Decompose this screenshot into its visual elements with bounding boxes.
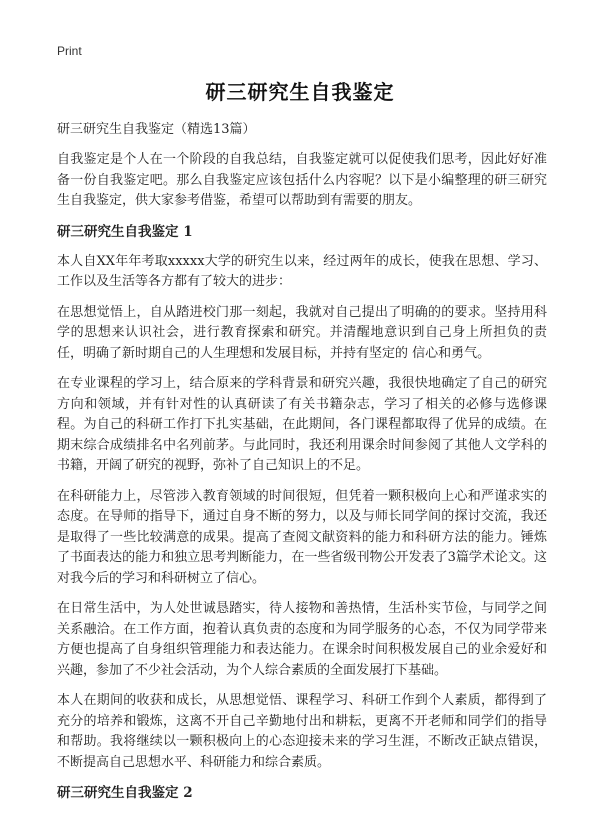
section-heading-1: 研三研究生自我鉴定 1: [57, 223, 193, 240]
section-1-paragraph-4: 在科研能力上，尽管涉入教育领域的时间很短，但凭着一颗积极向上心和严谨求实的态度。在导师的指导下，通过自身不断的努力，以及与师长同学间的探讨交流，我还是取得了一些比较满意的成果。提高了查阅文献资料的能力和科研方法的能力。锤炼了书面表达的能力和独立思考判断能力，在一些省级刊物公开发表了3篇学术论文。这对我今后的学习和科研树立了信心。: [57, 488, 547, 586]
document-title: 研三研究生自我鉴定: [205, 80, 395, 104]
section-1-paragraph-5: 在日常生活中，为人处世诚恳踏实，待人接物和善热情，生活朴实节俭，与同学之间关系融洽。在工作方面，抱着认真负责的态度和为同学服务的心态，不仅为同学带来方便也提高了自身组织管理能力和表达能力。在课余时间积极发展自己的业余爱好和兴趣，参加了不少社会活动，为个人综合素质的全面发展打下基础。: [57, 601, 547, 678]
section-1-paragraph-3: 在专业课程的学习上，结合原来的学科背景和研究兴趣，我很快地确定了自己的研究方向和领域，并有针对性的认真研读了有关书籍杂志，学习了相关的必修与选修课程。为自己的科研工作打下扎实基础，在此期间，各门课程都取得了优异的成绩。在期末综合成绩排名中名列前茅。与此同时，我还利用课余时间参阅了其他人文学科的书籍，开阔了研究的视野，弥补了自己知识上的不足。: [57, 376, 547, 473]
intro-paragraph: 自我鉴定是个人在一个阶段的自我总结，自我鉴定就可以促使我们思考，因此好好准备一份自我鉴定吧。那么自我鉴定应该包括什么内容呢？以下是小编整理的研三研究生自我鉴定，供大家参考借鉴，希望可以帮助到有需要的朋友。: [57, 152, 547, 208]
section-1-paragraph-6: 本人在期间的收获和成长，从思想觉悟、课程学习、科研工作到个人素质，都得到了充分的培养和锻炼，这离不开自己辛勤地付出和耕耘，更离不开老师和同学们的指导和帮助。我将继续以一颗积极向上的心态迎接未来的学习生涯，不断改正缺点错误，不断提高自己思想水平、科研能力和综合素质。: [57, 693, 547, 770]
document-subtitle: 研三研究生自我鉴定（精选13篇）: [57, 122, 256, 137]
print-link[interactable]: Print: [57, 44, 82, 58]
document-body: [57, 120, 547, 813]
section-heading-2: 研三研究生自我鉴定 2: [57, 785, 193, 801]
section-1-paragraph-1: 本人自XX年年考取xxxxx大学的研究生以来，经过两年的成长，使我在思想、学习、工作以及生活等各方都有了较大的进步：: [57, 253, 547, 289]
section-1-paragraph-2: 在思想觉悟上，自从踏进校门那一刻起，我就对自己提出了明确的的要求。坚持用科学的思想来认识社会，进行教育探索和研究。并清醒地意识到自己身上所担负的责任，明确了新时期自己的人生理想和发展目标，并持有坚定的 信心和勇气。: [57, 304, 547, 361]
